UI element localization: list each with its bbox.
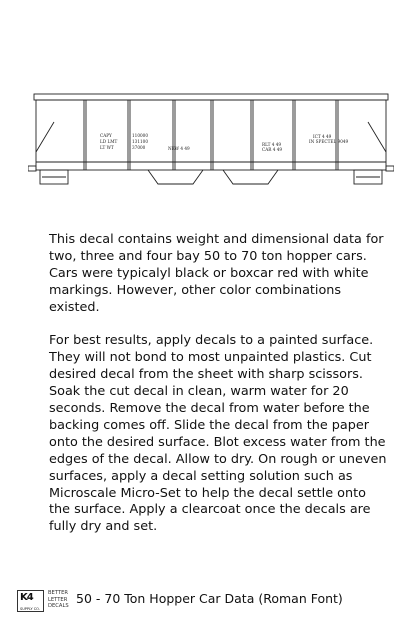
hopper-car-line-art [28,82,394,200]
footer [0,580,416,643]
stencil-inspection [309,134,349,144]
svg-text:RLT 4 49: RLT 4 49 [262,142,282,147]
stencil-built-date: NEW 4 49 [168,146,190,151]
stencil-capacity-labels [100,133,118,150]
svg-text:110000: 110000 [132,133,148,138]
hopper-car-drawing [28,82,394,200]
svg-text:ICT 4 49: ICT 4 49 [313,134,332,139]
svg-text:CAPY: CAPY [100,133,112,138]
application-instructions-paragraph: For best results, apply decals to a painted surface. They will not bond to most unpainted plastics. Cut desired decal from the sheet with sharp scissors. Soak the cut decal in clean, warm water for 20 seconds. Remove the decal from water before the backing comes off. Slide the decal from the paper onto the desired surface. Blot excess water from the edges of the decal. Allow to dry. On rough or uneven surfaces, apply a decal setting solution such as Microscale Micro-Set to help the decal settle onto the surface. Apply a clearcoat once the decals are fully dry and set. [49,333,387,535]
svg-text:IN SPECTEL 9049: IN SPECTEL 9049 [309,139,349,144]
brand-tagline: BETTER LETTER DECALS [48,590,69,610]
svg-text:LD LMT: LD LMT [100,139,118,144]
decal-set-title: 50 - 70 Ton Hopper Car Data (Roman Font) [76,591,343,606]
instructions-text [49,232,389,553]
stencil-capacity-values [132,133,148,150]
description-paragraph: This decal contains weight and dimensional data for two, three and four bay 50 to 70 ton hopper cars. Cars were typicalyl black or boxcar red with white markings. However, other color combinations existed. [49,232,384,315]
svg-text:LT WT: LT WT [100,145,114,150]
svg-text:CAR 4 49: CAR 4 49 [262,147,283,152]
svg-text:131100: 131100 [132,139,148,144]
svg-text:37000: 37000 [132,145,146,150]
k4-logo: K4 SUPPLY CO. [17,590,44,612]
stencil-reweigh [262,142,282,152]
top-chord [34,94,388,100]
